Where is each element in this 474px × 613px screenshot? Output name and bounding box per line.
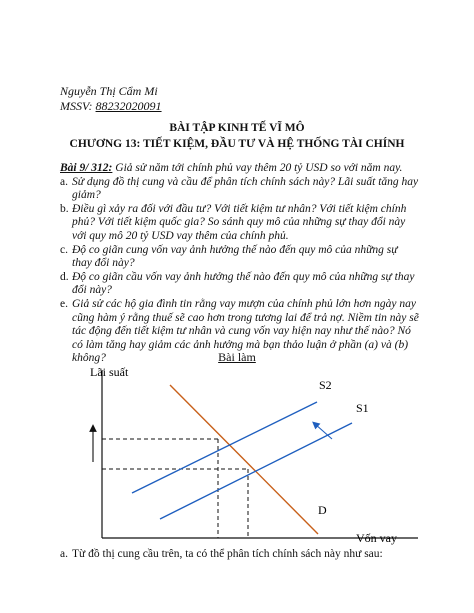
question-item [60, 244, 420, 271]
question-intro [60, 162, 420, 176]
question-item-text: Điều gì xảy ra đối với đầu tư? Với tiết kiệm tư nhân? Với tiết kiệm chính phủ? Với tiết kiệm quốc gia? So sánh quy mô của những sự thay đổi này với quy mô 20 tỷ USD vay thêm của chính phủ. [72, 202, 407, 242]
student-id-label: MSSV: [60, 99, 96, 113]
question-item-text: Độ co giãn cầu vốn vay ảnh hưởng thế nào đến quy mô của những sự thay đổi này? [72, 270, 415, 297]
answer-text: Từ đồ thị cung cầu trên, ta có thể phân tích chính sách này như sau: [72, 548, 383, 560]
answer-a [60, 547, 440, 561]
question-item-text: Sử dụng đồ thị cung và cầu để phân tích chính sách này? Lãi suất tăng hay giảm? [72, 175, 419, 202]
question-item-label: a. [60, 175, 68, 188]
question-item-text: Độ co giãn cung vốn vay ảnh hưởng thế nào đến quy mô của những sự thay đổi này? [72, 243, 398, 270]
supply-curve-s2 [132, 402, 317, 493]
chapter-title: CHƯƠNG 13: TIẾT KIỆM, ĐẦU TƯ VÀ HỆ THỐNG TÀI CHÍNH [69, 138, 405, 150]
question-item-label: b. [60, 202, 69, 215]
author-name: Nguyễn Thị Cẩm Mi [60, 84, 158, 98]
answer-label: a. [60, 548, 68, 560]
y-axis-label: Lãi suất [90, 365, 129, 379]
solution-heading: Bài làm [218, 350, 256, 364]
x-axis-label: Vốn vay [356, 531, 397, 545]
question-item-label: d. [60, 270, 69, 283]
demand-curve [170, 385, 318, 534]
question-item-label: e. [60, 297, 68, 310]
supply-s1-label: S1 [356, 401, 369, 415]
demand-label: D [318, 503, 327, 517]
supply-s2-label: S2 [319, 378, 332, 392]
student-id-value: 88232020091 [95, 99, 162, 113]
question-items [60, 176, 420, 366]
question-item-label: c. [60, 243, 68, 256]
question-number: Bài 9/ 312: [60, 162, 113, 174]
question-item [60, 203, 420, 244]
question-item-text: Giả sử các hộ gia đình tin rằng vay mượn của chính phủ lớn hơn ngày nay cũng hàm ý rằng thuế sẽ cao hơn trong tương lai để trả nợ. Niềm tin này sẽ tác động đến tiết kiệm tư nhân và cung vốn vay hiện nay như thế nào? Nó có làm tăng hay giảm các ảnh hưởng mà bạn thảo luận ở phần (a) và (b) không? [72, 297, 419, 365]
question-block [60, 162, 420, 366]
question-item [60, 271, 420, 298]
question-intro-text: Giả sử năm tới chính phủ vay thêm 20 tỷ USD so với năm nay. [112, 162, 403, 174]
document-title: BÀI TẬP KINH TẾ VĨ MÔ [169, 122, 305, 134]
loanable-funds-graph [60, 360, 440, 555]
student-id [60, 99, 162, 113]
question-item [60, 176, 420, 203]
